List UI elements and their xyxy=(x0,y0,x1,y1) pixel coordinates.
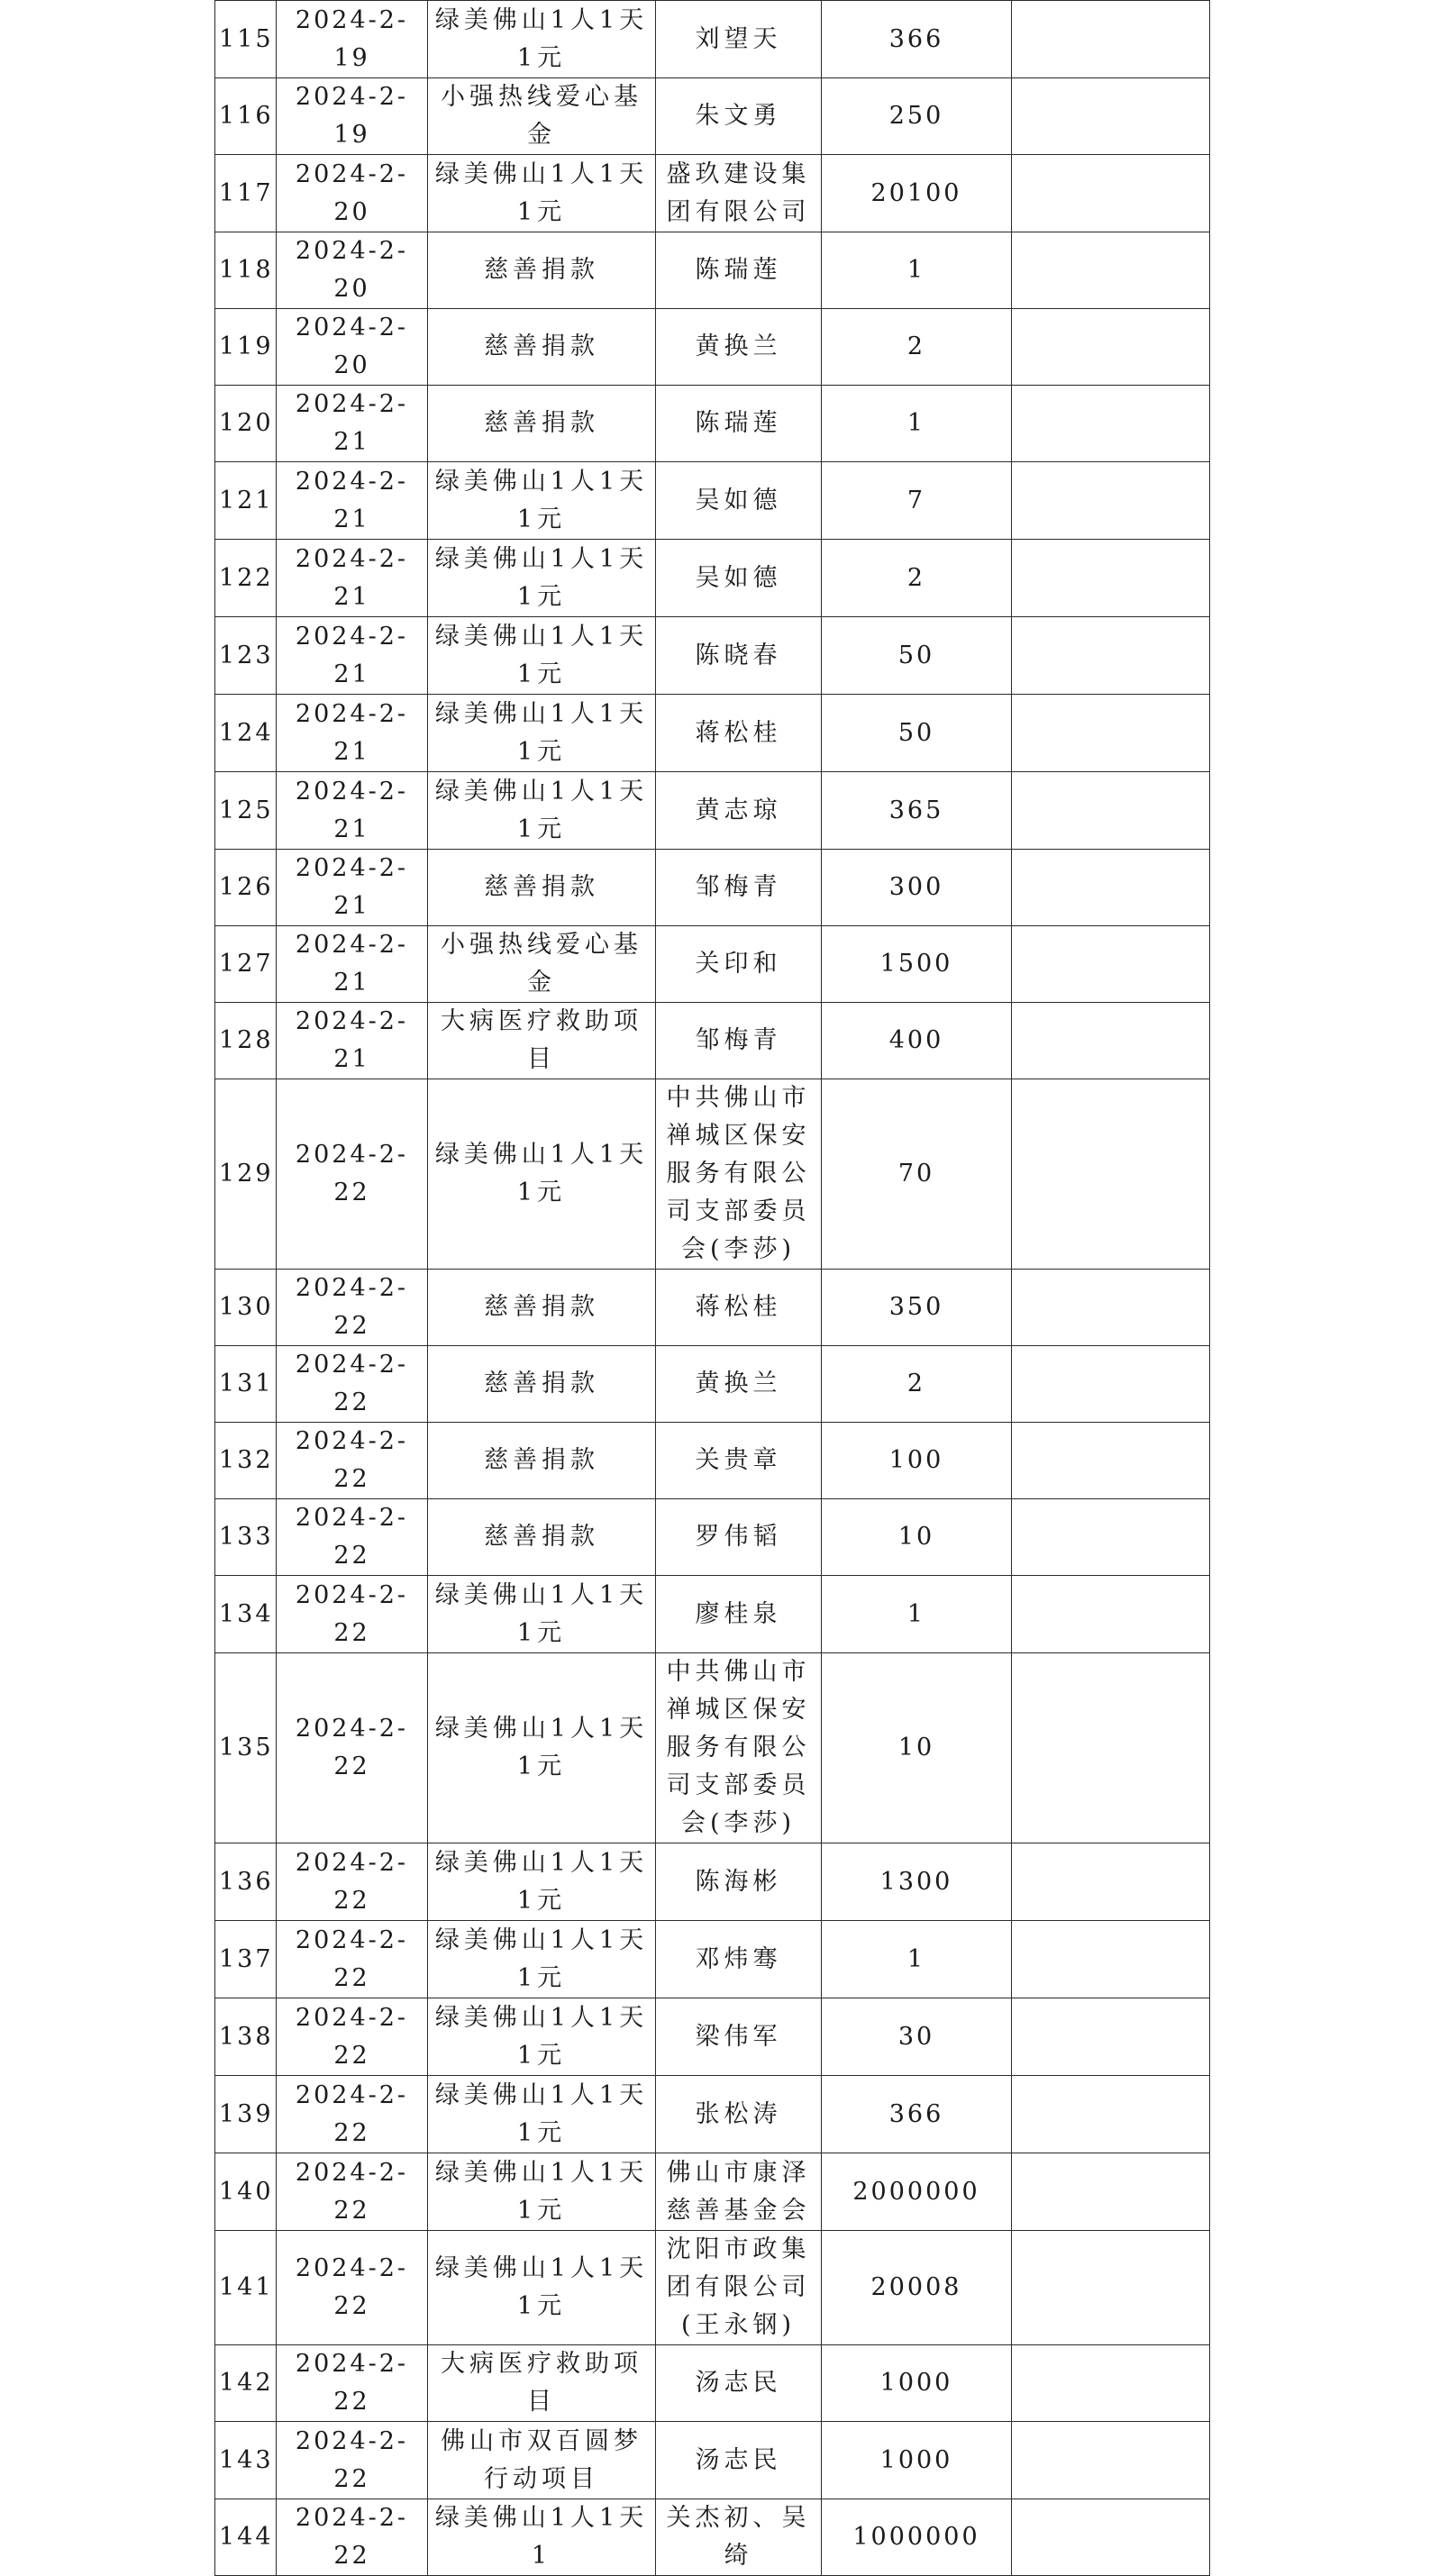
donor-name: 蒋松桂 xyxy=(656,695,822,772)
project-name: 绿美佛山1人1天1元 xyxy=(428,1843,656,1921)
row-number: 115 xyxy=(215,1,277,78)
donor-name: 陈晓春 xyxy=(656,617,822,695)
donation-date: 2024-2-22 xyxy=(277,1653,428,1843)
donation-amount: 50 xyxy=(822,695,1012,772)
donation-date: 2024-2-22 xyxy=(277,2076,428,2153)
table-row xyxy=(215,1,1210,78)
donation-date: 2024-2-20 xyxy=(277,232,428,309)
donor-name: 黄志琼 xyxy=(656,772,822,850)
donation-date: 2024-2-22 xyxy=(277,1843,428,1921)
row-number: 118 xyxy=(215,232,277,309)
donation-amount: 1 xyxy=(822,1921,1012,1998)
donor-name: 张松涛 xyxy=(656,2076,822,2153)
remarks-cell xyxy=(1012,2499,1210,2576)
donation-amount: 1000000 xyxy=(822,2499,1012,2576)
project-name: 慈善捐款 xyxy=(428,309,656,386)
donor-name: 黄换兰 xyxy=(656,309,822,386)
table-row xyxy=(215,1079,1210,1270)
donation-date: 2024-2-20 xyxy=(277,155,428,232)
donor-name: 刘望天 xyxy=(656,1,822,78)
donation-amount: 2 xyxy=(822,309,1012,386)
donation-date: 2024-2-21 xyxy=(277,540,428,617)
row-number: 120 xyxy=(215,386,277,462)
table-row xyxy=(215,2345,1210,2422)
donor-name: 陈海彬 xyxy=(656,1843,822,1921)
table-row xyxy=(215,1346,1210,1423)
donation-amount: 10 xyxy=(822,1653,1012,1843)
table-row xyxy=(215,695,1210,772)
remarks-cell xyxy=(1012,1576,1210,1653)
donor-name: 佛山市康泽慈善基金会 xyxy=(656,2153,822,2231)
remarks-cell xyxy=(1012,2076,1210,2153)
remarks-cell xyxy=(1012,850,1210,926)
table-row xyxy=(215,462,1210,540)
donation-date: 2024-2-21 xyxy=(277,850,428,926)
project-name: 绿美佛山1人1天1元 xyxy=(428,617,656,695)
row-number: 128 xyxy=(215,1003,277,1079)
donation-amount: 400 xyxy=(822,1003,1012,1079)
table-row xyxy=(215,1003,1210,1079)
donation-amount: 20008 xyxy=(822,2231,1012,2345)
donor-name: 盛玖建设集团有限公司 xyxy=(656,155,822,232)
row-number: 143 xyxy=(215,2422,277,2499)
project-name: 慈善捐款 xyxy=(428,1270,656,1346)
remarks-cell xyxy=(1012,2153,1210,2231)
remarks-cell xyxy=(1012,155,1210,232)
donation-amount: 1300 xyxy=(822,1843,1012,1921)
donation-amount: 350 xyxy=(822,1270,1012,1346)
remarks-cell xyxy=(1012,2422,1210,2499)
project-name: 绿美佛山1人1天1元 xyxy=(428,462,656,540)
project-name: 慈善捐款 xyxy=(428,1346,656,1423)
donor-name: 吴如德 xyxy=(656,462,822,540)
project-name: 绿美佛山1人1天1元 xyxy=(428,2153,656,2231)
donation-date: 2024-2-21 xyxy=(277,926,428,1003)
donation-date: 2024-2-22 xyxy=(277,2422,428,2499)
project-name: 大病医疗救助项目 xyxy=(428,2345,656,2422)
donor-name: 关杰初、吴绮 xyxy=(656,2499,822,2576)
donation-table xyxy=(214,0,1210,2576)
donation-amount: 300 xyxy=(822,850,1012,926)
donation-amount: 366 xyxy=(822,1,1012,78)
remarks-cell xyxy=(1012,1843,1210,1921)
table-row xyxy=(215,540,1210,617)
remarks-cell xyxy=(1012,1921,1210,1998)
donor-name: 邓炜骞 xyxy=(656,1921,822,1998)
remarks-cell xyxy=(1012,1499,1210,1576)
donation-amount: 1 xyxy=(822,232,1012,309)
donation-date: 2024-2-20 xyxy=(277,309,428,386)
donor-name: 罗伟韬 xyxy=(656,1499,822,1576)
row-number: 130 xyxy=(215,1270,277,1346)
remarks-cell xyxy=(1012,1423,1210,1499)
remarks-cell xyxy=(1012,1653,1210,1843)
remarks-cell xyxy=(1012,309,1210,386)
project-name: 大病医疗救助项目 xyxy=(428,1003,656,1079)
donor-name: 汤志民 xyxy=(656,2345,822,2422)
donation-date: 2024-2-22 xyxy=(277,1576,428,1653)
donor-name: 关印和 xyxy=(656,926,822,1003)
row-number: 123 xyxy=(215,617,277,695)
row-number: 135 xyxy=(215,1653,277,1843)
donor-name: 梁伟军 xyxy=(656,1998,822,2076)
table-row xyxy=(215,232,1210,309)
table-row xyxy=(215,2499,1210,2576)
project-name: 小强热线爱心基金 xyxy=(428,78,656,155)
table-row xyxy=(215,2231,1210,2345)
donation-date: 2024-2-21 xyxy=(277,1003,428,1079)
donation-date: 2024-2-22 xyxy=(277,2499,428,2576)
remarks-cell xyxy=(1012,1270,1210,1346)
donation-amount: 70 xyxy=(822,1079,1012,1270)
donation-amount: 250 xyxy=(822,78,1012,155)
remarks-cell xyxy=(1012,232,1210,309)
remarks-cell xyxy=(1012,772,1210,850)
donation-date: 2024-2-21 xyxy=(277,772,428,850)
row-number: 126 xyxy=(215,850,277,926)
row-number: 133 xyxy=(215,1499,277,1576)
row-number: 140 xyxy=(215,2153,277,2231)
donor-name: 陈瑞莲 xyxy=(656,232,822,309)
donation-date: 2024-2-19 xyxy=(277,1,428,78)
donation-date: 2024-2-22 xyxy=(277,1270,428,1346)
donation-date: 2024-2-22 xyxy=(277,2231,428,2345)
remarks-cell xyxy=(1012,462,1210,540)
table-row xyxy=(215,926,1210,1003)
donation-date: 2024-2-22 xyxy=(277,1921,428,1998)
donation-table-body xyxy=(215,1,1210,2576)
remarks-cell xyxy=(1012,1998,1210,2076)
remarks-cell xyxy=(1012,926,1210,1003)
project-name: 绿美佛山1人1天1元 xyxy=(428,772,656,850)
donation-date: 2024-2-22 xyxy=(277,2345,428,2422)
donation-amount: 1500 xyxy=(822,926,1012,1003)
donation-date: 2024-2-21 xyxy=(277,462,428,540)
remarks-cell xyxy=(1012,1346,1210,1423)
donor-name: 黄换兰 xyxy=(656,1346,822,1423)
project-name: 慈善捐款 xyxy=(428,1499,656,1576)
row-number: 132 xyxy=(215,1423,277,1499)
donor-name: 吴如德 xyxy=(656,540,822,617)
remarks-cell xyxy=(1012,2345,1210,2422)
donation-amount: 2 xyxy=(822,1346,1012,1423)
remarks-cell xyxy=(1012,695,1210,772)
table-row xyxy=(215,155,1210,232)
row-number: 136 xyxy=(215,1843,277,1921)
donor-name: 邹梅青 xyxy=(656,850,822,926)
row-number: 134 xyxy=(215,1576,277,1653)
table-row xyxy=(215,1998,1210,2076)
donor-name: 蒋松桂 xyxy=(656,1270,822,1346)
donation-date: 2024-2-22 xyxy=(277,1423,428,1499)
table-row xyxy=(215,386,1210,462)
remarks-cell xyxy=(1012,1003,1210,1079)
project-name: 绿美佛山1人1天1元 xyxy=(428,540,656,617)
project-name: 绿美佛山1人1天1元 xyxy=(428,2231,656,2345)
table-row xyxy=(215,1270,1210,1346)
donation-date: 2024-2-21 xyxy=(277,695,428,772)
donation-amount: 2 xyxy=(822,540,1012,617)
project-name: 绿美佛山1人1天1元 xyxy=(428,2076,656,2153)
donor-name: 朱文勇 xyxy=(656,78,822,155)
remarks-cell xyxy=(1012,1,1210,78)
donation-amount: 1 xyxy=(822,386,1012,462)
project-name: 绿美佛山1人1天1 xyxy=(428,2499,656,2576)
row-number: 129 xyxy=(215,1079,277,1270)
table-row xyxy=(215,1423,1210,1499)
row-number: 119 xyxy=(215,309,277,386)
project-name: 绿美佛山1人1天1元 xyxy=(428,1998,656,2076)
donation-amount: 2000000 xyxy=(822,2153,1012,2231)
table-row xyxy=(215,2422,1210,2499)
table-row xyxy=(215,1921,1210,1998)
donation-date: 2024-2-21 xyxy=(277,617,428,695)
row-number: 139 xyxy=(215,2076,277,2153)
row-number: 116 xyxy=(215,78,277,155)
remarks-cell xyxy=(1012,540,1210,617)
donor-name: 中共佛山市禅城区保安服务有限公司支部委员会(李莎) xyxy=(656,1079,822,1270)
table-row xyxy=(215,309,1210,386)
project-name: 慈善捐款 xyxy=(428,386,656,462)
project-name: 绿美佛山1人1天1元 xyxy=(428,1,656,78)
row-number: 142 xyxy=(215,2345,277,2422)
donor-name: 沈阳市政集团有限公司(王永钢) xyxy=(656,2231,822,2345)
donation-amount: 20100 xyxy=(822,155,1012,232)
donation-date: 2024-2-22 xyxy=(277,1346,428,1423)
donation-date: 2024-2-22 xyxy=(277,2153,428,2231)
donation-amount: 1 xyxy=(822,1576,1012,1653)
project-name: 绿美佛山1人1天1元 xyxy=(428,155,656,232)
donation-amount: 366 xyxy=(822,2076,1012,2153)
table-row xyxy=(215,78,1210,155)
project-name: 慈善捐款 xyxy=(428,850,656,926)
table-row xyxy=(215,1843,1210,1921)
row-number: 124 xyxy=(215,695,277,772)
donation-date: 2024-2-22 xyxy=(277,1079,428,1270)
donor-name: 廖桂泉 xyxy=(656,1576,822,1653)
donation-amount: 1000 xyxy=(822,2345,1012,2422)
project-name: 慈善捐款 xyxy=(428,232,656,309)
table-row xyxy=(215,1653,1210,1843)
donation-amount: 10 xyxy=(822,1499,1012,1576)
remarks-cell xyxy=(1012,2231,1210,2345)
donation-date: 2024-2-22 xyxy=(277,1499,428,1576)
donation-date: 2024-2-19 xyxy=(277,78,428,155)
remarks-cell xyxy=(1012,386,1210,462)
project-name: 慈善捐款 xyxy=(428,1423,656,1499)
remarks-cell xyxy=(1012,1079,1210,1270)
donor-name: 邹梅青 xyxy=(656,1003,822,1079)
donation-date: 2024-2-21 xyxy=(277,386,428,462)
project-name: 绿美佛山1人1天1元 xyxy=(428,1576,656,1653)
row-number: 122 xyxy=(215,540,277,617)
row-number: 121 xyxy=(215,462,277,540)
table-row xyxy=(215,1576,1210,1653)
remarks-cell xyxy=(1012,78,1210,155)
row-number: 117 xyxy=(215,155,277,232)
project-name: 佛山市双百圆梦行动项目 xyxy=(428,2422,656,2499)
table-row xyxy=(215,2153,1210,2231)
table-row xyxy=(215,850,1210,926)
row-number: 137 xyxy=(215,1921,277,1998)
row-number: 127 xyxy=(215,926,277,1003)
row-number: 125 xyxy=(215,772,277,850)
donor-name: 汤志民 xyxy=(656,2422,822,2499)
donation-amount: 1000 xyxy=(822,2422,1012,2499)
donor-name: 陈瑞莲 xyxy=(656,386,822,462)
table-row xyxy=(215,772,1210,850)
donation-amount: 7 xyxy=(822,462,1012,540)
donation-amount: 365 xyxy=(822,772,1012,850)
donation-amount: 100 xyxy=(822,1423,1012,1499)
remarks-cell xyxy=(1012,617,1210,695)
project-name: 绿美佛山1人1天1元 xyxy=(428,1653,656,1843)
donor-name: 中共佛山市禅城区保安服务有限公司支部委员会(李莎) xyxy=(656,1653,822,1843)
donation-amount: 50 xyxy=(822,617,1012,695)
row-number: 144 xyxy=(215,2499,277,2576)
table-row xyxy=(215,2076,1210,2153)
row-number: 131 xyxy=(215,1346,277,1423)
row-number: 141 xyxy=(215,2231,277,2345)
table-row xyxy=(215,617,1210,695)
table-row xyxy=(215,1499,1210,1576)
donor-name: 关贵章 xyxy=(656,1423,822,1499)
project-name: 绿美佛山1人1天1元 xyxy=(428,1079,656,1270)
row-number: 138 xyxy=(215,1998,277,2076)
project-name: 绿美佛山1人1天1元 xyxy=(428,1921,656,1998)
project-name: 绿美佛山1人1天1元 xyxy=(428,695,656,772)
donation-date: 2024-2-22 xyxy=(277,1998,428,2076)
donation-amount: 30 xyxy=(822,1998,1012,2076)
project-name: 小强热线爱心基金 xyxy=(428,926,656,1003)
